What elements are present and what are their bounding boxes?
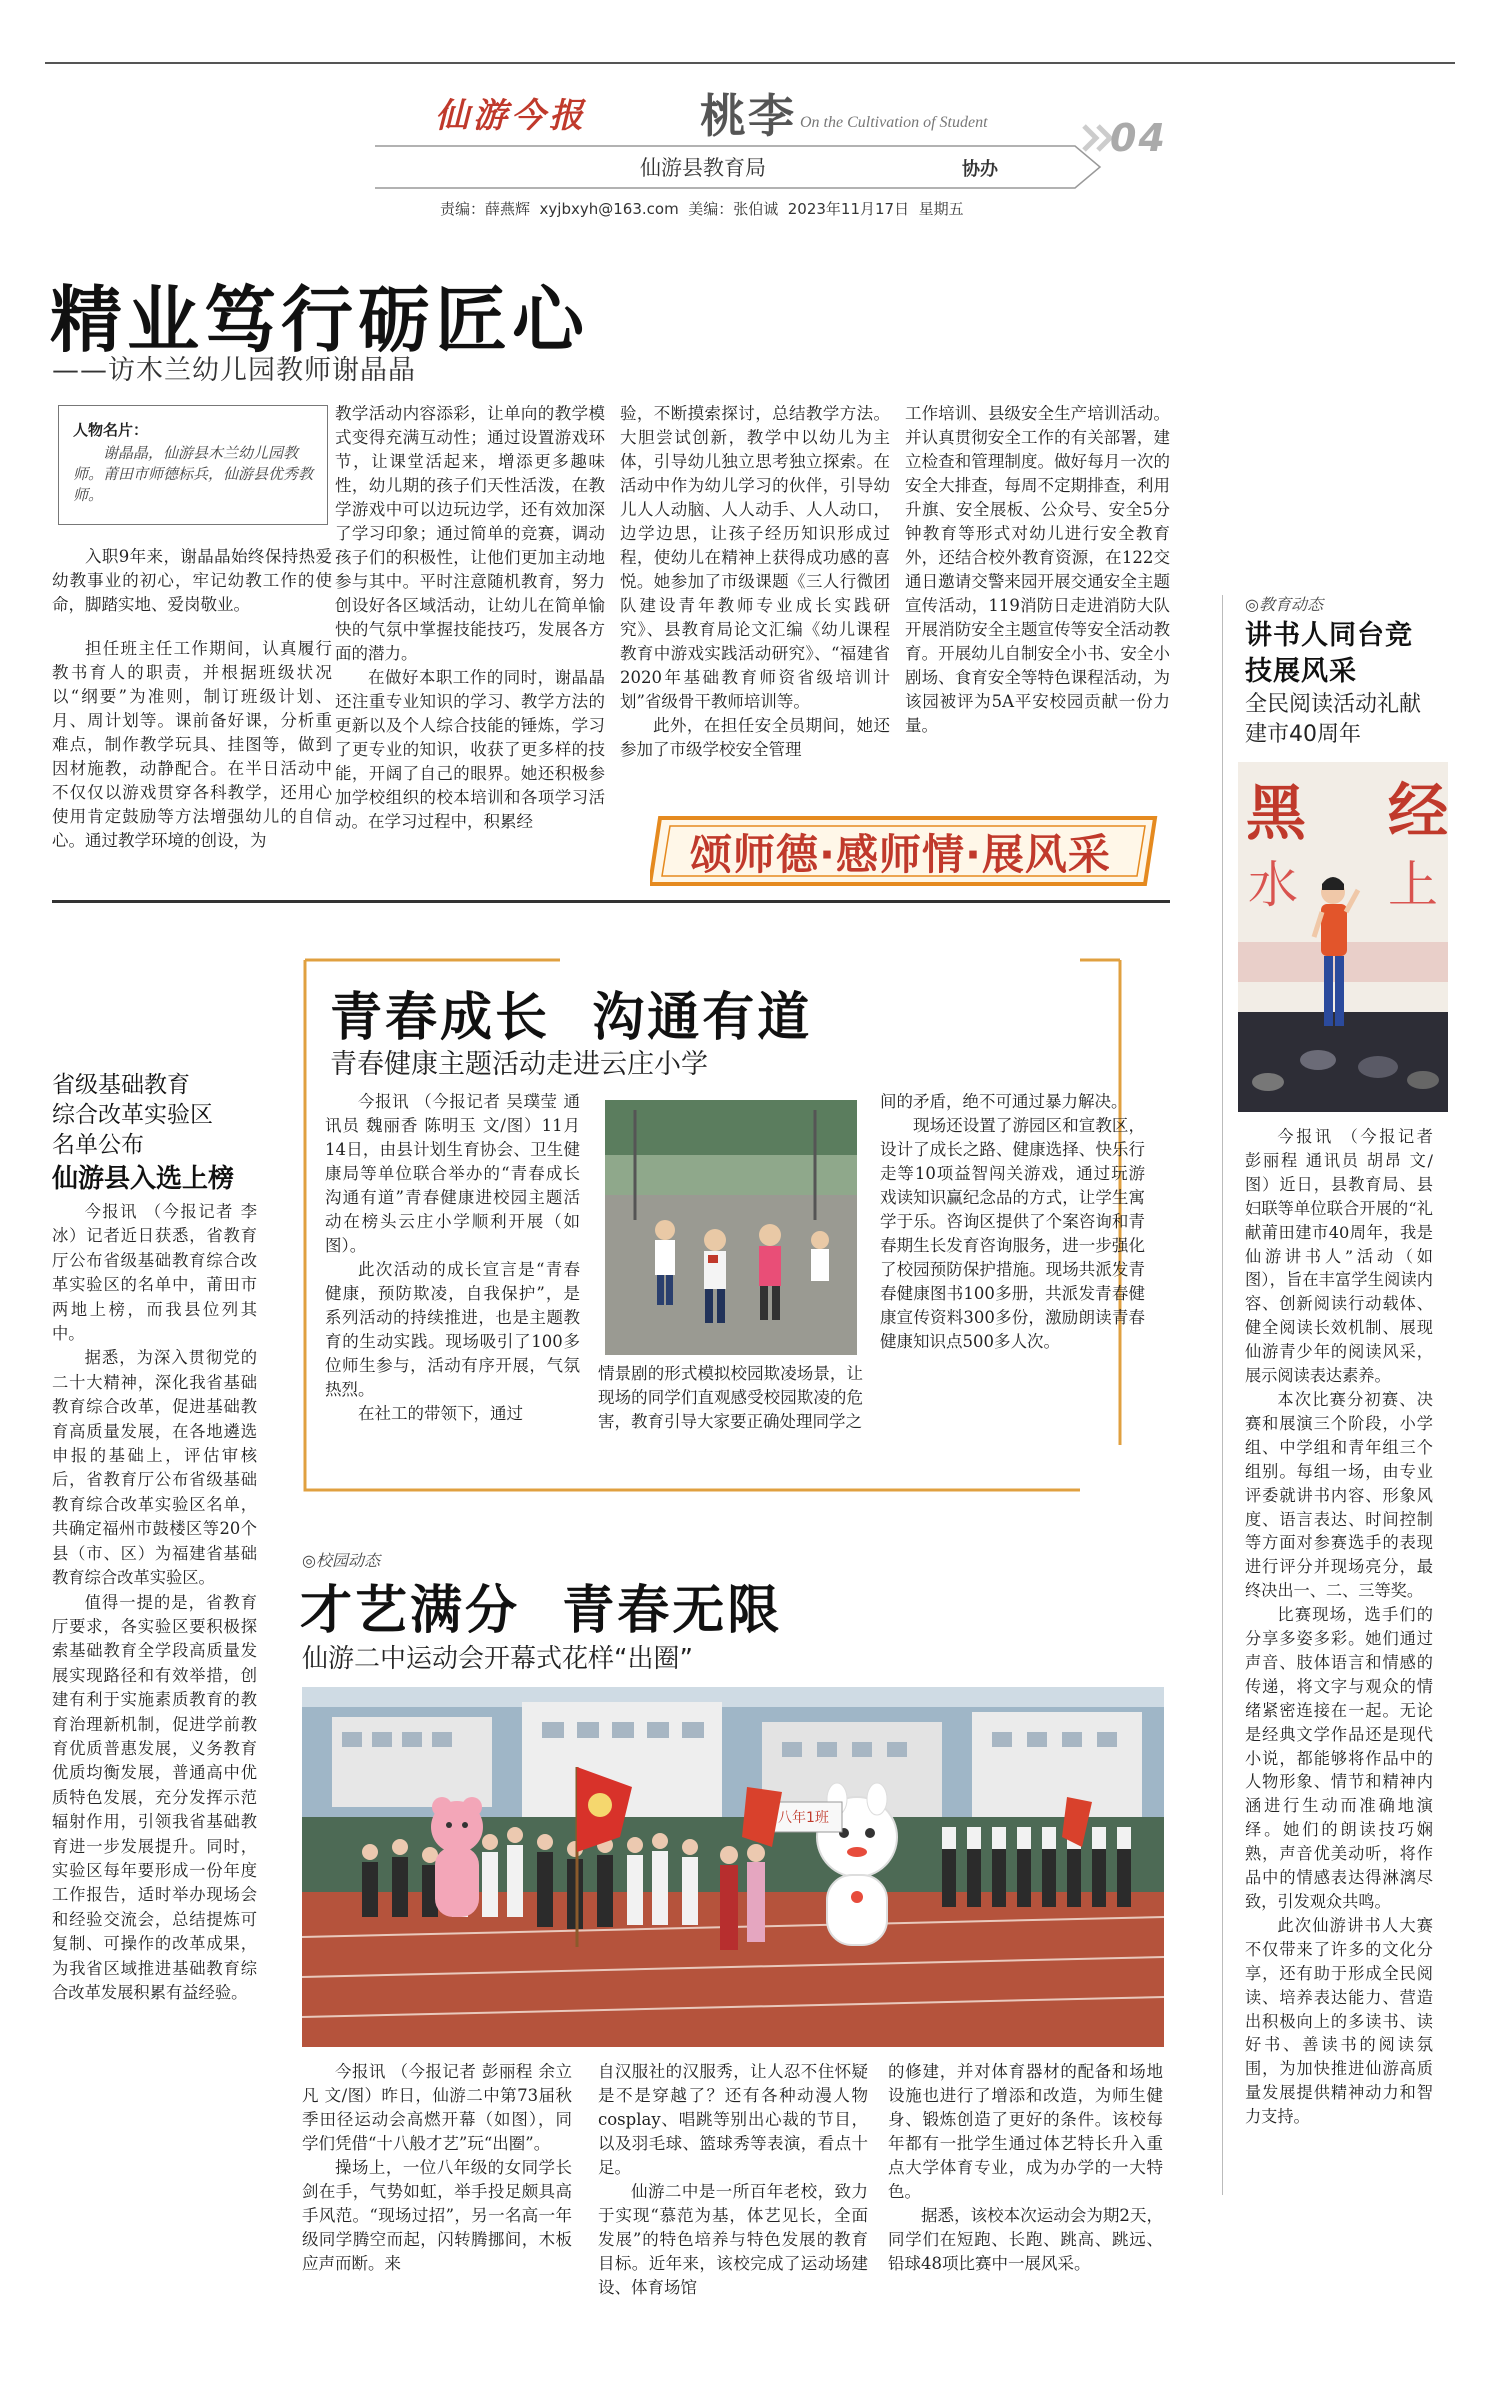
svg-text:经: 经	[1388, 777, 1448, 847]
article1-col4	[905, 402, 1170, 738]
article5-col1-p1: 今报讯 （今报记者 彭丽程 余立凡 文/图）昨日，仙游二中第73届秋季田径运动会高燃开幕（如图），同学们凭借“十八般才艺”玩“出圈”。	[302, 2062, 572, 2153]
article5-tag: ◎校园动态	[302, 1551, 380, 1570]
article1-col2-p1: 教学活动内容添彩，让单向的教学模式变得充满互动性；通过设置游戏环节，让课堂活起来，增添更多趣味性，幼儿期的孩子们天性活泼，在教学游戏中可以边玩边学，还有效加深了学习印象；通过简单的竞赛，调动孩子们的积极性，让他们更加主动地参与其中。平时注意随机教育，努力创设好各区域活动，让幼儿在简单愉快的气氛中掌握技能技巧，发展各方面的潜力。	[335, 404, 605, 663]
article1-subtitle: ——访木兰幼儿园教师谢晶晶	[52, 355, 416, 386]
cosponsor-org: 仙游县教育局	[640, 156, 766, 180]
article2-p3: 比赛现场，选手们的分享多姿多彩。她们通过声音、肢体语言和情感的传递，将文字与观众的情绪紧密连接在一起。无论是经典文学作品还是现代小说，都能够将作品中的人物形象、情节和精神内涵进行生动而准确地演绎。她们的朗读技巧娴熟，声音优美动听，将作品中的情感表达得淋漓尽致，引发观众共鸣。	[1245, 1605, 1433, 1911]
article1-col2	[335, 402, 605, 834]
article3-title: 青春成长 沟通有道	[330, 988, 813, 1048]
praise-banner: 颂师德·感师情·展风采	[690, 830, 1111, 879]
article2-title: 讲书人同台竞技展风采	[1245, 620, 1413, 687]
article5-col2-p2: 仙游二中是一所百年老校，致力于实现“慕范为基，体艺见长，全面发展”的特色培养与特色发展的教育目标。近年来，该校完成了运动场建设、体育场馆	[598, 2182, 868, 2297]
article1-col3-p1: 验，不断摸索探讨，总结教学方法。大胆尝试创新，教学中以幼儿为主体，引导幼儿独立思考独立探索。在活动中作为幼儿学习的伙伴，引导幼儿人人动脑、人人动手、人人动口，边学边思，让孩子经历知识形成过程，使幼儿在精神上获得成功感的喜悦。她参加了市级课题《三人行微团队建设青年教师专业成长实践研究》、县教育局论文汇编《幼儿课程教育中游戏实践活动研究》、“福建省2020年基础教育师资省级培训计划”省级骨干教师培训等。	[620, 404, 890, 711]
article5-col1-p2: 操场上，一位八年级的女同学长剑在手，气势如虹，举手投足颇具高手风范。“现场过招”，另一名高一年级同学腾空而起，闪转腾挪间，木板应声而断。来	[302, 2158, 572, 2273]
article2-p4: 此次仙游讲书人大赛不仅带来了许多的文化分享，还有助于形成全民阅读、培养表达能力、营造出积极向上的多读书、读好书、善读书的阅读氛围，为加快推进仙游高质量发展提供精神动力和智力支持。	[1245, 1915, 1433, 2127]
article5-title: 才艺满分 青春无限	[300, 1581, 783, 1641]
right-column-rule	[1222, 595, 1223, 2195]
sports-meet-photo	[302, 1687, 1164, 2047]
article5-col2	[598, 2060, 868, 2300]
article1-col3-p2: 此外，在担任安全员期间，她还参加了市级学校安全管理	[620, 716, 890, 759]
editor-line: 责编：薛燕辉 xyjbxyh@163.com 美编：张伯诚 2023年11月17日 星期五	[440, 200, 964, 218]
article3-col1	[325, 1090, 580, 1426]
article3-col2	[598, 1362, 863, 1434]
section-title: 桃李	[700, 89, 796, 143]
article3-col3-p2: 现场还设置了游园区和宣教区，设计了成长之路、健康选择、快乐行走等10项益智闯关游戏，通过玩游戏读知识赢纪念品的方式，让学生寓学于乐。咨询区提供了个案咨询和青春期生长发育咨询服务，进一步强化了校园预防保护措施。现场共派发青春健康图书100多册，共派发青春健康宣传资料300多份，激励朗读青春健康知识点500多人次。	[880, 1116, 1145, 1351]
article4-title	[52, 1070, 262, 1194]
article5-col3	[888, 2060, 1163, 2276]
article5-col3-p2: 据悉，该校本次运动会为期2天，同学们在短跑、长跑、跳高、跳远、铅球48项比赛中一展风采。	[888, 2206, 1163, 2273]
profile-label: 人物名片：	[73, 421, 149, 439]
section-title-en: On the Cultivation of Student	[800, 114, 988, 131]
paper-name-logo: 仙游今报	[435, 96, 587, 136]
photo-backdrop-text: 黑	[1246, 779, 1306, 849]
article2-p1: 今报讯 （今报记者 彭丽程 通讯员 胡昂 文/图）近日，县教育局、县妇联等单位联合开展的“礼献莆田建市40周年，我是仙游讲书人”活动（如图），旨在丰富学生阅读内容、创新阅读行动载体、健全阅读长效机制、展现仙游青少年的阅读风采，展示阅读表达素养。	[1245, 1127, 1433, 1386]
page-number: 04	[1110, 116, 1167, 160]
article3-col2-p1: 情景剧的形式模拟校园欺凌场景，让现场的同学们直观感受校园欺凌的危害，教育引导大家要正确处理同学之	[598, 1364, 863, 1431]
article4-title-line3: 名单公布	[52, 1132, 144, 1158]
article3-col1-p3: 在社工的带领下，通过	[358, 1404, 523, 1423]
article1-col2-p2: 在做好本职工作的同时，谢晶晶还注重专业知识的学习、教学方法的更新以及个人综合技能的锤炼，学习了更专业的知识，收获了更多样的技能，开阔了自己的眼界。她还积极参加学校组织的校本培训和各项学习活动。在学习过程中，积累经	[335, 668, 605, 831]
article1-col1-p2: 担任班主任工作期间，认真履行教书育人的职责，并根据班级状况以“纲要”为准则，制订班级计划、月、周计划等。课前备好课，分析重难点，制作教学玩具、挂图等，做到因材施教，动静配合。在半日活动中不仅仅以游戏贯穿各科教学，还用心使用肯定鼓励等方法增强幼儿的自信心。通过教学环境的创设，为	[52, 639, 332, 850]
article2-tag: ◎教育动态	[1245, 595, 1323, 614]
article1-col1-p1: 入职9年来，谢晶晶始终保持热爱幼教事业的初心，牢记幼教工作的使命，脚踏实地、爱岗敬业。	[52, 547, 332, 614]
profile-text: 谢晶晶，仙游县木兰幼儿园教师。莆田市师德标兵，仙游县优秀教师。	[73, 444, 314, 504]
article2-subtitle: 全民阅读活动礼献建市40周年	[1245, 692, 1422, 747]
article3-subtitle: 青春健康主题活动走进云庄小学	[330, 1049, 708, 1080]
photo-class-sign: 八年1班	[778, 1810, 829, 1826]
article3-col1-p1: 今报讯 （今报记者 吴璞莹 通讯员 魏丽香 陈明玉 文/图）11月14日，由县计划生育协会、卫生健康局等单位联合举办的“青春成长沟通有道”青春健康进校园主题活动在榜头云庄小学顺利开展（如图）。	[325, 1092, 580, 1255]
cosponsor-label: 协办	[962, 159, 998, 180]
article4-p1: 今报讯 （今报记者 李冰）记者近日获悉，省教育厅公布省级基础教育综合改革实验区的名单中，莆田市两地上榜，而我县位列其中。	[52, 1202, 257, 1344]
article5-col3-p1: 的修建，并对体育器材的配备和场地设施也进行了增添和改造，为师生健身、锻炼创造了更好的条件。该校每年都有一批学生通过体艺特长升入重点大学体育专业，成为办学的一大特色。	[888, 2062, 1163, 2201]
campus-activity-photo	[605, 1100, 857, 1355]
article5-col1	[302, 2060, 572, 2276]
article2-body	[1245, 1125, 1433, 2129]
section-divider	[52, 900, 1170, 903]
article4-title-line1: 省级基础教育	[52, 1072, 190, 1098]
article5-subtitle: 仙游二中运动会开幕式花样“出圈”	[302, 1644, 693, 1674]
article1-title: 精业笃行砺匠心	[50, 278, 590, 362]
top-rule	[45, 62, 1455, 64]
article1-col3	[620, 402, 890, 762]
article3-col3-p1: 间的矛盾，绝不可通过暴力解决。	[880, 1092, 1128, 1111]
article3-col3	[880, 1090, 1145, 1354]
svg-text:上: 上	[1388, 856, 1438, 914]
reading-contest-photo	[1238, 762, 1448, 1112]
article4-title-line4: 仙游县入选上榜	[52, 1164, 235, 1194]
profile-box	[58, 405, 328, 525]
article4-p3: 值得一提的是，省教育厅要求，各实验区要积极探索基础教育全学段高质量发展实现路径和有效举措，创建有利于实施素质教育的教育治理新机制，促进学前教育优质普惠发展，义务教育优质均衡发展，普通高中优质特色发展，充分发挥示范辐射作用，引领我省基础教育进一步发展提升。同时，实验区每年要形成一份年度工作报告，适时举办现场会和经验交流会，总结提炼可复制、可操作的改革成果，为我省区域推进基础教育综合改革发展积累有益经验。	[52, 1592, 257, 2002]
article2-p2: 本次比赛分初赛、决赛和展演三个阶段，小学组、中学组和青年组三个组别。每组一场，由专业评委就讲书内容、形象风度、语言表达、时间控制等方面对参赛选手的表现进行评分并现场亮分，最终决出一、二、三等奖。	[1245, 1389, 1433, 1601]
article1-col1	[52, 545, 332, 853]
article4-p2: 据悉，为深入贯彻党的二十大精神，深化我省基础教育综合改革，促进基础教育高质量发展，在各地遴选申报的基础上，评估审核后，省教育厅公布省级基础教育综合改革实验区名单，共确定福州市鼓楼区等20个县（市、区）为福建省基础教育综合改革实验区。	[52, 1348, 257, 1588]
article1-col4-p1: 工作培训、县级安全生产培训活动。并认真贯彻安全工作的有关部署，建立检查和管理制度。做好每月一次的安全大排查，每周不定期排查，利用升旗、安全展板、公众号、安全5分钟教育等形式对幼儿进行安全教育外，还结合校外教育资源，在122交通日邀请交警来园开展交通安全主题宣传活动，119消防日走进消防大队开展消防安全主题宣传等安全活动教育。开展幼儿自制安全小书、安全小剧场、食育安全等特色课程活动，为该园被评为5A平安校园贡献一份力量。	[905, 404, 1170, 735]
article4-body	[52, 1200, 257, 2005]
article5-col2-p1: 自汉服社的汉服秀，让人忍不住怀疑是不是穿越了？还有各种动漫人物cosplay、唱跳等别出心裁的节目，以及羽毛球、篮球秀等表演，看点十足。	[598, 2062, 868, 2177]
article3-col1-p2: 此次活动的成长宣言是“青春健康，预防欺凌，自我保护”，是系列活动的持续推进，也是主题教育的生动实践。现场吸引了100多位师生参与，活动有序开展，气氛热烈。	[325, 1260, 580, 1399]
article4-title-line2: 综合改革实验区	[52, 1102, 213, 1128]
svg-text:水: 水	[1248, 856, 1298, 914]
